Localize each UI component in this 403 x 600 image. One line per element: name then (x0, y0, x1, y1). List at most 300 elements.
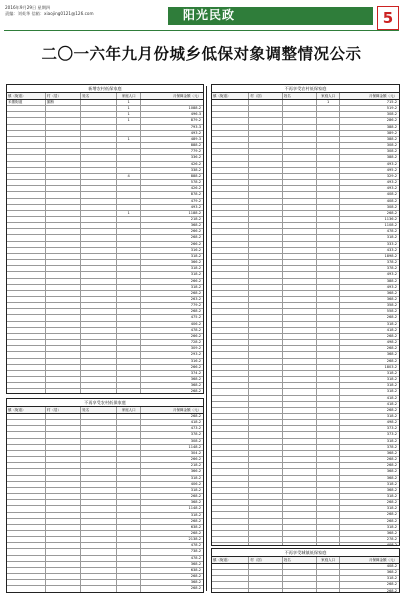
table-cell (7, 352, 46, 357)
table-cell (317, 248, 340, 253)
table-cell (317, 570, 340, 575)
table-cell (283, 463, 317, 468)
column-header: 月保障金额（元） (369, 558, 398, 562)
table-cell: 388.2 (386, 124, 398, 129)
table-cell: 478.2 (190, 555, 202, 560)
table-cell (117, 537, 141, 542)
table-cell: 888.2 (190, 173, 202, 178)
column-header: 月保障金额（元） (369, 94, 398, 98)
table-cell: 318.2 (190, 512, 202, 517)
table-cell: 358.2 (386, 303, 398, 308)
table-cell (212, 494, 249, 499)
table-cell: 406.2 (190, 481, 202, 486)
table-cell: 1148.2 (188, 444, 202, 449)
table-cell (317, 137, 340, 142)
table-cell (81, 414, 116, 419)
table-cell (117, 143, 141, 148)
table-cell: 366.2 (190, 469, 202, 474)
table-cell (117, 506, 141, 511)
table-cell (81, 297, 116, 302)
table-cell: 268.2 (190, 494, 202, 499)
table-cell (46, 500, 81, 505)
table-cell (7, 420, 46, 425)
table-cell (7, 229, 46, 234)
column-header: 姓名 (283, 93, 317, 99)
table-cell (81, 377, 116, 382)
column-header: 月保障金额（元） (173, 94, 202, 98)
table-cell (117, 543, 141, 548)
table-cell (7, 211, 46, 216)
table-cell (46, 217, 81, 222)
table-cell (81, 389, 116, 394)
table-cell (81, 248, 116, 253)
table-cell (46, 180, 81, 185)
table-cell (212, 383, 249, 388)
table-cell (317, 488, 340, 493)
table-cell (317, 346, 340, 351)
table-cell (317, 155, 340, 160)
table-cell (117, 414, 141, 419)
page-header (0, 0, 403, 38)
table-cell (117, 340, 141, 345)
table-cell (317, 457, 340, 462)
table-cell (212, 328, 249, 333)
table-cell (117, 223, 141, 228)
table-cell (46, 285, 81, 290)
table-cell (317, 125, 340, 130)
table-cell: 374.2 (190, 370, 202, 375)
table-cell (249, 482, 283, 487)
table-cell (249, 112, 283, 117)
table-cell: 426.2 (190, 186, 202, 191)
table-cell (249, 254, 283, 259)
table-cell (283, 564, 317, 569)
table-cell (283, 211, 317, 216)
table-cell (81, 346, 116, 351)
table-cell (212, 272, 249, 277)
table-cell (249, 303, 283, 308)
table-cell (81, 506, 116, 511)
column-header: 村（居） (46, 93, 81, 99)
table-cell: 373.2 (386, 432, 398, 437)
table-cell (46, 297, 81, 302)
table-cell: 368.2 (386, 352, 398, 357)
table-cell (117, 217, 141, 222)
table-cell (117, 272, 141, 277)
table-cell (7, 266, 46, 271)
table-cell: 268.2 (386, 588, 398, 593)
table-cell (317, 365, 340, 370)
table-cell (117, 420, 141, 425)
table-cell (317, 199, 340, 204)
column-header: 镇（街道） (212, 93, 249, 99)
table-cell: 308.2 (386, 204, 398, 209)
table-cell (212, 180, 249, 185)
table-cell: 218.2 (190, 463, 202, 468)
table-cell (7, 143, 46, 148)
table-cell (249, 377, 283, 382)
table-cell (7, 445, 46, 450)
table-cell (317, 519, 340, 524)
table-cell (117, 315, 141, 320)
table-cell (117, 279, 141, 284)
table-cell (7, 537, 46, 542)
table-cell (249, 476, 283, 481)
table-cell (117, 562, 141, 567)
table-cell (283, 205, 317, 210)
table-cell (117, 556, 141, 561)
table-cell (283, 445, 317, 450)
table-cell (117, 469, 141, 474)
table-cell (81, 537, 116, 542)
table-title: 不再享受农村低保家庭 (7, 399, 203, 407)
table-cell (81, 223, 116, 228)
column-header: 镇（街道） (212, 557, 249, 563)
table-cell (81, 186, 116, 191)
table-cell: 318.2 (386, 481, 398, 486)
table-cell (117, 432, 141, 437)
table-cell (212, 525, 249, 530)
table-cell (81, 291, 116, 296)
table-cell (283, 426, 317, 431)
table-cell (317, 143, 340, 148)
table-cell: 318.2 (386, 438, 398, 443)
table-cell (46, 451, 81, 456)
table-cell (117, 322, 141, 327)
table-cell (249, 174, 283, 179)
table-cell: 316.2 (190, 358, 202, 363)
table-cell (317, 420, 340, 425)
table-cell (283, 500, 317, 505)
table-cell (7, 365, 46, 370)
table-cell (283, 199, 317, 204)
table-cell (212, 340, 249, 345)
table-cell (212, 106, 249, 111)
table-cell (46, 537, 81, 542)
table-cell (46, 586, 81, 591)
table-cell (283, 223, 317, 228)
table-cell (46, 359, 81, 364)
table-cell (283, 334, 317, 339)
table-cell (249, 463, 283, 468)
table-cell (117, 451, 141, 456)
table-cell (212, 451, 249, 456)
table-cell (249, 420, 283, 425)
table-cell (117, 500, 141, 505)
table-cell (117, 439, 141, 444)
column-header: 镇（街道） (7, 407, 46, 413)
table-cell (249, 494, 283, 499)
table-cell (283, 414, 317, 419)
table-cell (212, 512, 249, 517)
table-cell: 318.2 (190, 253, 202, 258)
table-cell (7, 513, 46, 518)
table-cell: 329.2 (386, 173, 398, 178)
table-cell (81, 199, 116, 204)
table-cell (46, 315, 81, 320)
table-cell (249, 451, 283, 456)
table-cell (81, 340, 116, 345)
table-cell (7, 531, 46, 536)
table-cell (317, 260, 340, 265)
table-cell (81, 100, 116, 105)
table-cell (283, 359, 317, 364)
table-cell: 368.2 (190, 561, 202, 566)
table-cell (117, 445, 141, 450)
table-cell (249, 285, 283, 290)
table-cell (212, 137, 249, 142)
table-cell (212, 420, 249, 425)
table-cell: 433.2 (386, 247, 398, 252)
table-cell: 4 (117, 174, 141, 179)
table-cell (117, 371, 141, 376)
table-cell (46, 229, 81, 234)
table-cell (117, 242, 141, 247)
table-cell: 368.2 (190, 383, 202, 388)
table-cell (283, 279, 317, 284)
table-cell (317, 328, 340, 333)
table-cell (7, 285, 46, 290)
table-cell (81, 309, 116, 314)
table-cell (46, 125, 81, 130)
table-cell (317, 235, 340, 240)
table-cell (317, 525, 340, 530)
table-cell (283, 100, 317, 105)
table-cell (317, 180, 340, 185)
table-cell (212, 365, 249, 370)
table-cell (81, 580, 116, 585)
table-cell (46, 106, 81, 111)
table-cell: 266.2 (190, 364, 202, 369)
table-cell (249, 396, 283, 401)
table-cell: 478.2 (190, 327, 202, 332)
table-cell (46, 371, 81, 376)
table-cell (46, 568, 81, 573)
table-cell (212, 322, 249, 327)
table-cell (212, 396, 249, 401)
table-cell: 268.2 (386, 518, 398, 523)
table-cell (249, 359, 283, 364)
table-cell (212, 570, 249, 575)
table-cell (212, 463, 249, 468)
table-cell (317, 512, 340, 517)
table-cell (7, 260, 46, 265)
table-cell: 418.2 (386, 327, 398, 332)
page-number-box (377, 6, 399, 30)
table-cell (81, 205, 116, 210)
table-cell (46, 199, 81, 204)
table-cell (7, 389, 46, 394)
table-cell (249, 426, 283, 431)
table-cell: 368.2 (386, 487, 398, 492)
table-cell (81, 162, 116, 167)
table-cell: 304.2 (190, 450, 202, 455)
table-cell (46, 562, 81, 567)
table-cell (7, 205, 46, 210)
table-cell (249, 106, 283, 111)
date-line: 2016年9月29日 星期四 (5, 5, 51, 10)
table-cell (317, 217, 340, 222)
table-cell (46, 131, 81, 136)
table-cell (249, 143, 283, 148)
table-cell: 368.2 (190, 377, 202, 382)
table-cell: 禾寨街道 (7, 100, 46, 105)
table-cell: 493.2 (190, 204, 202, 209)
table-cell (283, 131, 317, 136)
table-cell (117, 549, 141, 554)
table-cell: 309.2 (190, 346, 202, 351)
table-cell (249, 211, 283, 216)
table-cell (7, 303, 46, 308)
table-cell (7, 223, 46, 228)
table-cell (249, 445, 283, 450)
table-cell (81, 137, 116, 142)
table-cell (317, 131, 340, 136)
table-cell (283, 217, 317, 222)
table-cell (117, 199, 141, 204)
table-cell (7, 279, 46, 284)
table-cell (317, 315, 340, 320)
table-cell (212, 352, 249, 357)
table-cell (117, 254, 141, 259)
table-cell (317, 254, 340, 259)
table-cell (317, 463, 340, 468)
table-cell: 268.2 (386, 457, 398, 462)
table-cell: 268.2 (190, 586, 202, 591)
table-cell (317, 297, 340, 302)
table-cell: 316.2 (190, 247, 202, 252)
table-cell: 478.2 (190, 543, 202, 548)
table-cell (317, 445, 340, 450)
table-cell: 418.2 (386, 401, 398, 406)
table-cell (283, 149, 317, 154)
table-cell (81, 525, 116, 530)
table-cell (46, 211, 81, 216)
table-cell (46, 291, 81, 296)
table-cell (117, 389, 141, 394)
table-cell: 333.2 (386, 241, 398, 246)
table-cell: 318.2 (386, 235, 398, 240)
table-cell: 278.2 (386, 537, 398, 542)
table-cell (7, 519, 46, 524)
table-cell: 268.2 (190, 518, 202, 523)
table-cell (81, 365, 116, 370)
table-cell (46, 235, 81, 240)
table-cell (283, 408, 317, 413)
table-cell: 268.2 (386, 500, 398, 505)
table-cell (249, 432, 283, 437)
table-cell (81, 143, 116, 148)
table-cell (249, 346, 283, 351)
table-cell (317, 223, 340, 228)
table-cell (249, 309, 283, 314)
table-cell (283, 371, 317, 376)
table-cell (317, 334, 340, 339)
table-cell (212, 125, 249, 130)
table-cell (249, 125, 283, 130)
table-cell (7, 149, 46, 154)
table-cell (46, 420, 81, 425)
table-cell (212, 211, 249, 216)
table-cell (283, 291, 317, 296)
table-cell (249, 531, 283, 536)
table-cell: 388.2 (386, 136, 398, 141)
table-cell: 496.3 (190, 112, 202, 117)
table-cell: 426.2 (190, 161, 202, 166)
table-cell: 715.2 (386, 100, 398, 104)
table-cell (283, 137, 317, 142)
table-cell (212, 519, 249, 524)
table-cell (46, 248, 81, 253)
table-cell: 318.2 (386, 370, 398, 375)
table-cell: 406.2 (190, 321, 202, 326)
table-cell (81, 469, 116, 474)
table-cell (81, 494, 116, 499)
table-cell (249, 512, 283, 517)
table-cell (317, 426, 340, 431)
table-cell: 1 (117, 100, 141, 105)
table-cell: 475.2 (190, 315, 202, 320)
table-cell (81, 149, 116, 154)
table-cell (212, 100, 249, 105)
table-cell (317, 266, 340, 271)
table-cell (283, 285, 317, 290)
table-cell (317, 439, 340, 444)
table-cell (212, 377, 249, 382)
table-cell (46, 352, 81, 357)
table-cell (46, 186, 81, 191)
table-cell (81, 285, 116, 290)
table-cell (46, 303, 81, 308)
table-cell (46, 439, 81, 444)
table-cell: 1148.2 (188, 506, 202, 511)
table-cell (46, 476, 81, 481)
table-cell (249, 570, 283, 575)
table-cell (212, 223, 249, 228)
table-cell (81, 131, 116, 136)
table-cell (81, 192, 116, 197)
table-removed-rural-left (6, 398, 204, 593)
table-cell: 318.2 (190, 284, 202, 289)
table-cell (46, 334, 81, 339)
table-cell: 268.2 (386, 210, 398, 215)
table-cell (283, 451, 317, 456)
table-cell (249, 205, 283, 210)
table-cell (81, 568, 116, 573)
table-cell (81, 574, 116, 579)
table-cell: 268.2 (386, 407, 398, 412)
table-cell: 318.2 (386, 377, 398, 382)
table-cell (46, 365, 81, 370)
table-cell (283, 525, 317, 530)
column-header: 姓名 (81, 93, 116, 99)
table-cell (46, 488, 81, 493)
table-cell (283, 118, 317, 123)
table-cell (81, 371, 116, 376)
table-cell: 268.2 (386, 512, 398, 517)
table-cell (249, 457, 283, 462)
table-cell (212, 537, 249, 542)
table-cell: 368.2 (190, 223, 202, 228)
table-cell (212, 482, 249, 487)
table-cell (46, 556, 81, 561)
table-cell (7, 476, 46, 481)
table-cell (7, 383, 46, 388)
table-cell (46, 494, 81, 499)
table-cell: 268.2 (386, 315, 398, 320)
table-cell (249, 272, 283, 277)
table-cell: 368.2 (190, 500, 202, 505)
